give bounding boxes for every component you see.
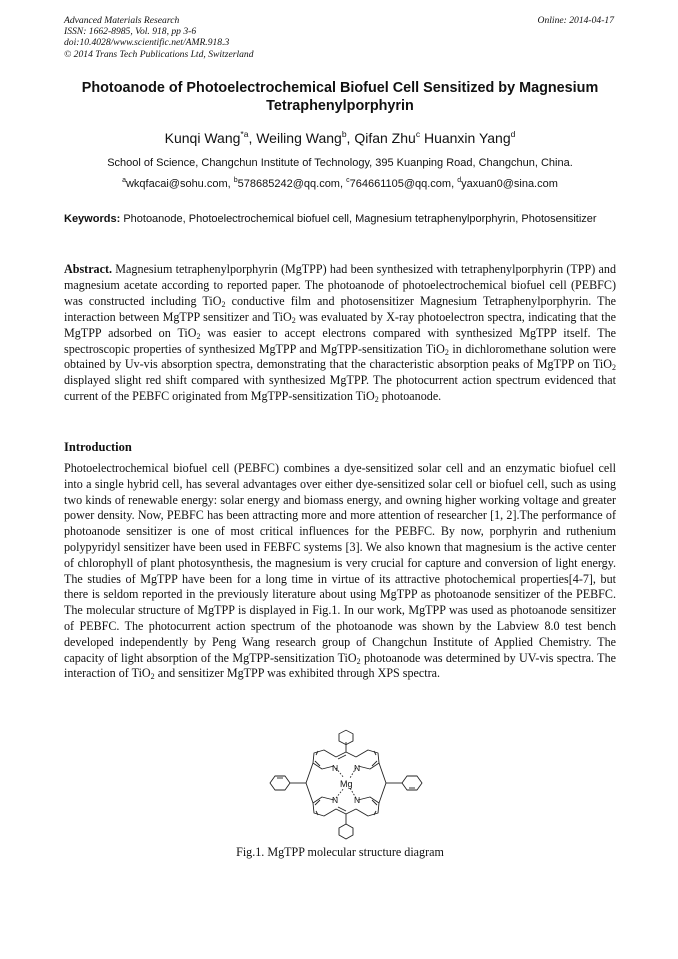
subscript: 2 xyxy=(150,672,155,682)
figure-caption: Fig.1. MgTPP molecular structure diagram xyxy=(236,845,444,859)
email-superscript: b xyxy=(233,177,238,184)
abstract-text: was easier to accept electrons compared with synthesized MgTPP itself. The spectroscopic properties of synthesized MgTPP and MgTPP-sensitization TiO xyxy=(64,325,616,356)
abstract-label: Abstract. xyxy=(64,262,113,276)
journal-header xyxy=(64,15,616,60)
magnesium-atom: Mg xyxy=(340,779,353,789)
nitrogen-atom: N xyxy=(332,763,339,773)
email-address[interactable]: wkqfacai@sohu.com xyxy=(125,178,228,190)
introduction-paragraph xyxy=(64,461,616,682)
subscript: 2 xyxy=(612,363,616,373)
abstract-text: in dichloromethane solution were obtained by Uv-vis absorption spectra, demonstrating that the characteristic absorption peaks of MgTPP on TiO xyxy=(64,341,616,372)
author-superscript: *a xyxy=(240,129,249,139)
email-separator: , xyxy=(339,178,347,190)
subscript: 2 xyxy=(444,347,449,357)
subscript: 2 xyxy=(196,331,201,341)
author-name: Qifan Zhu xyxy=(354,130,416,146)
issn-line: ISSN: 1662-8985, Vol. 918, pp 3-6 xyxy=(64,26,197,38)
introduction-text: Photoelectrochemical biofuel cell (PEBFC) combines a dye-sensitized solar cell and an enzymatic biofuel cell into a single hybrid cell, has several advantages over either dye-sensitized solar cell or biofuel cell, such as using two kinds of renewable energy: solar energy and biomass energy, and owning higher working voltage and greater power density. Now, PEBFC has been attracting more and more attention of researcher [1, 2].The performance of photoanode sensitizer is one of most critical influences for the PEBFC. By now, porphyrin and ruthenium polypyridyl sensitizer have been used in FEBFC systems [3]. We also known that magnesium is the active center of chlorophyll of plant photosynthesis, the magnesium is very crucial for capture and conversion of light energy. The studies of MgTPP have been for a long time in virtue of its attractive photochemical properties[4-7], but there is seldom reported in the previously literature about using MgTPP as photoanode sensitizer of the PEBFC. The molecular structure of MgTPP is displayed in Fig.1. In our work, MgTPP was used as photoanode sensitizer of PEBFC. The photocurrent action spectrum of the photoanode was shown by the Labview 8.0 test bench developed independently by Peng Wang research group of Changchun Institute of Applied Chemistry. The capacity of light absorption of the MgTPP-sensitization TiO xyxy=(64,461,616,665)
email-superscript: c xyxy=(346,177,350,184)
keywords-text: Photoanode, Photoelectrochemical biofuel cell, Magnesium tetraphenylporphyrin, Photosensitizer xyxy=(123,213,597,225)
online-date: Online: 2014-04-17 xyxy=(537,15,614,26)
email-address[interactable]: 578685242@qq.com xyxy=(237,178,340,190)
email-superscript: d xyxy=(457,177,462,184)
abstract-text: Magnesium tetraphenylporphyrin (MgTPP) had been synthesized with tetraphenylporphyrin (TPP) and magnesium acetate according to reported paper. The photoanode of photoelectrochemical biofuel cell (PEBFC) was constructed including TiO xyxy=(64,262,616,308)
author-name: Kunqi Wang xyxy=(164,130,241,146)
email-list xyxy=(64,177,616,191)
keywords-label: Keywords: xyxy=(64,213,121,225)
subscript: 2 xyxy=(221,299,226,309)
author-name: Huanxin Yang xyxy=(423,130,511,146)
nitrogen-atom: N xyxy=(332,795,339,805)
section-heading-introduction: Introduction xyxy=(64,440,132,454)
mgtpp-structure-diagram xyxy=(256,728,446,840)
email-address[interactable]: 764661105@qq.com xyxy=(349,178,452,190)
author-superscript: b xyxy=(341,129,347,139)
abstract-text: displayed slight red shift compared with synthesized MgTPP. The photocurrent action spectrum evidenced that current of the PEBFC originated from MgTPP-sensitization TiO xyxy=(64,373,616,404)
subscript: 2 xyxy=(374,395,379,405)
doi-line: doi:10.4028/www.scientific.net/AMR.918.3 xyxy=(64,37,230,49)
author-list xyxy=(64,129,616,147)
paper-title: Photoanode of Photoelectrochemical Biofuel Cell Sensitized by Magnesium Tetraphenylporphyrin xyxy=(81,80,599,114)
nitrogen-atom: N xyxy=(354,795,361,805)
author-separator: , xyxy=(346,130,355,146)
abstract-text: photoanode. xyxy=(378,389,442,404)
email-separator: , xyxy=(227,178,234,190)
introduction-text: photoanode was determined by UV-vis spectra. The interaction of TiO xyxy=(64,650,616,681)
email-superscript: a xyxy=(122,177,126,184)
author-superscript: d xyxy=(510,129,516,139)
author-superscript: c xyxy=(415,129,421,139)
journal-name: Advanced Materials Research xyxy=(64,15,180,26)
email-address[interactable]: yaxuan0@sina.com xyxy=(461,178,558,190)
keywords xyxy=(64,211,616,227)
author-separator: , xyxy=(248,130,257,146)
introduction-text: and sensitizer MgTPP was exhibited through XPS spectra. xyxy=(154,666,441,681)
subscript: 2 xyxy=(291,315,296,325)
subscript: 2 xyxy=(356,656,361,666)
nitrogen-atom: N xyxy=(354,763,361,773)
copyright-line: © 2014 Trans Tech Publications Ltd, Switzerland xyxy=(64,48,254,60)
author-name: Weiling Wang xyxy=(256,130,342,146)
abstract-text: was evaluated by X-ray photoelectron spectra, indicating that the MgTPP adsorbed on TiO xyxy=(64,309,616,340)
email-separator: , xyxy=(451,178,458,190)
affiliation: School of Science, Changchun Institute of Technology, 395 Kuanping Road, Changchun, China. xyxy=(107,157,573,169)
abstract xyxy=(64,262,616,405)
abstract-text: conductive film and photosensitizer Magnesium Tetraphenylporphyrin. The interaction between MgTPP sensitizer and TiO xyxy=(64,293,616,324)
